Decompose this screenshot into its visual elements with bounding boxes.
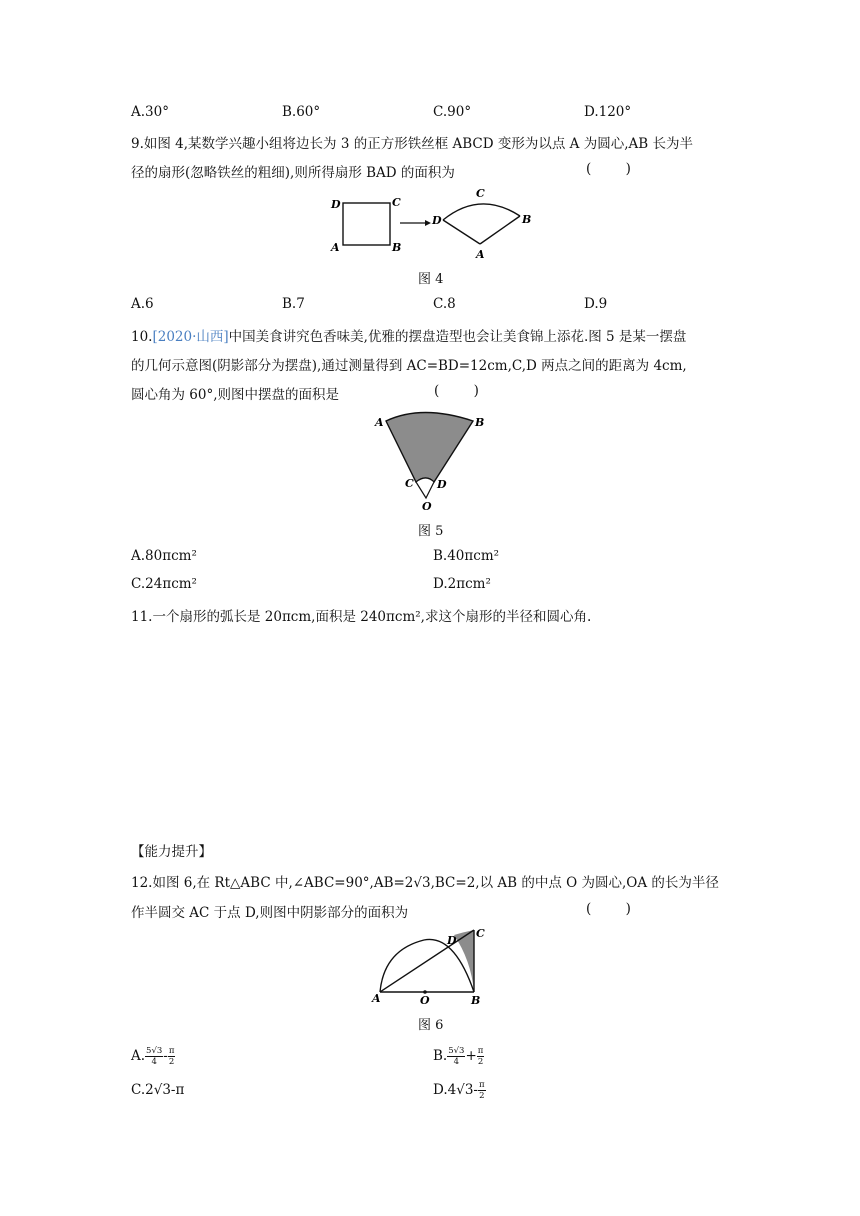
q12-option-a-prefix: A. <box>131 1048 146 1064</box>
q8-option-b: B.60° <box>282 104 321 120</box>
q12-option-a-den2: 2 <box>168 1057 175 1067</box>
fig5-label-a: A <box>375 416 384 429</box>
q12-option-d-frac <box>478 1080 486 1101</box>
fig4-label-b1: B <box>392 241 402 254</box>
fig6-label-c: C <box>476 927 485 940</box>
q12-option-b-den1: 4 <box>453 1057 460 1067</box>
fig5-label-b: B <box>475 416 485 429</box>
q12-option-d <box>433 1080 486 1101</box>
q10-stem-line1 <box>131 325 686 345</box>
fig5-caption: 图 5 <box>418 524 444 539</box>
q12-option-b-num2: π <box>477 1046 484 1056</box>
q12-stem-line1: 12.如图 6,在 Rt△ABC 中,∠ABC=90°,AB=2√3,BC=2,以 AB 的中点 O 为圆心,OA 的长为半径 <box>131 875 719 891</box>
figure-5 <box>370 406 490 514</box>
q10-option-b: B.40πcm² <box>433 548 500 564</box>
q10-stem-line2: 的几何示意图(阴影部分为摆盘),通过测量得到 AC=BD=12cm,C,D 两点之间的距离为 4cm, <box>131 358 687 374</box>
q10-source: [2020·山西] <box>152 329 229 345</box>
q9-option-d: D.9 <box>584 296 608 312</box>
fig6-label-d: D <box>447 934 457 947</box>
q10-option-a: A.80πcm² <box>131 548 197 564</box>
q12-option-b-frac1 <box>447 1046 465 1067</box>
q12-option-a-frac2 <box>168 1046 176 1067</box>
q12-option-c: C.2√3-π <box>131 1082 185 1098</box>
q12-option-b-den2: 2 <box>477 1057 484 1067</box>
fig6-label-o: O <box>420 994 430 1007</box>
q12-option-b-op: + <box>465 1048 477 1064</box>
q12-option-b <box>433 1046 484 1067</box>
fig4-caption: 图 4 <box>418 272 444 287</box>
q12-option-b-num1: 5√3 <box>448 1046 465 1056</box>
section-title: 【能力提升】 <box>131 844 212 860</box>
q12-option-b-frac2 <box>477 1046 485 1067</box>
q10-answer-paren: ( ) <box>434 383 479 399</box>
q8-option-d: D.120° <box>584 104 632 120</box>
q10-stem-text1: 中国美食讲究色香味美,优雅的摆盘造型也会让美食锦上添花.图 5 是某一摆盘 <box>228 329 687 345</box>
fig4-label-d1: D <box>331 198 341 211</box>
q12-option-a-op: - <box>163 1048 168 1064</box>
q12-option-d-den: 2 <box>479 1091 485 1101</box>
fig6-caption: 图 6 <box>418 1018 444 1033</box>
fig4-label-a2: A <box>476 248 485 261</box>
q9-option-b: B.7 <box>282 296 305 312</box>
q9-option-a: A.6 <box>131 296 154 312</box>
q12-option-d-prefix: D.4√3- <box>433 1082 478 1098</box>
q12-option-a-num1: 5√3 <box>146 1046 163 1056</box>
q12-answer-paren: ( ) <box>586 901 631 917</box>
q12-stem-line2: 作半圆交 AC 于点 D,则图中阴影部分的面积为 <box>131 905 409 921</box>
q9-stem-line2: 径的扇形(忽略铁丝的粗细),则所得扇形 BAD 的面积为 <box>131 165 455 181</box>
fig5-label-c: C <box>405 477 414 490</box>
figure-4 <box>325 186 535 262</box>
q12-option-a-frac1 <box>145 1046 163 1067</box>
q10-option-c: C.24πcm² <box>131 576 197 592</box>
q12-option-a-num2: π <box>168 1046 175 1056</box>
q8-option-c: C.90° <box>433 104 472 120</box>
fig4-label-c1: C <box>392 196 401 209</box>
q9-answer-paren: ( ) <box>586 161 631 177</box>
q9-option-c: C.8 <box>433 296 456 312</box>
figure-6 <box>368 922 498 1008</box>
fig4-label-d2: D <box>432 214 442 227</box>
q9-stem-line1: 9.如图 4,某数学兴趣小组将边长为 3 的正方形铁丝框 ABCD 变形为以点 A 为圆心,AB 长为半 <box>131 136 693 152</box>
q11-stem: 11.一个扇形的弧长是 20πcm,面积是 240πcm²,求这个扇形的半径和圆心角. <box>131 609 592 625</box>
fig6-label-a: A <box>372 992 381 1005</box>
fig4-label-a1: A <box>331 241 340 254</box>
fig6-label-b: B <box>471 994 481 1007</box>
q12-option-d-num: π <box>478 1080 485 1090</box>
q12-option-a-den1: 4 <box>151 1057 157 1067</box>
fig5-label-o: O <box>422 500 432 513</box>
q10-stem-line3: 圆心角为 60°,则图中摆盘的面积是 <box>131 387 340 403</box>
q12-option-a <box>131 1046 175 1067</box>
q10-option-d: D.2πcm² <box>433 576 491 592</box>
q12-option-b-prefix: B. <box>433 1048 448 1064</box>
fig4-label-c2: C <box>476 187 485 200</box>
q10-number: 10. <box>131 329 153 345</box>
fig5-label-d: D <box>437 478 447 491</box>
fig4-label-b2: B <box>522 213 532 226</box>
q8-option-a: A.30° <box>131 104 169 120</box>
